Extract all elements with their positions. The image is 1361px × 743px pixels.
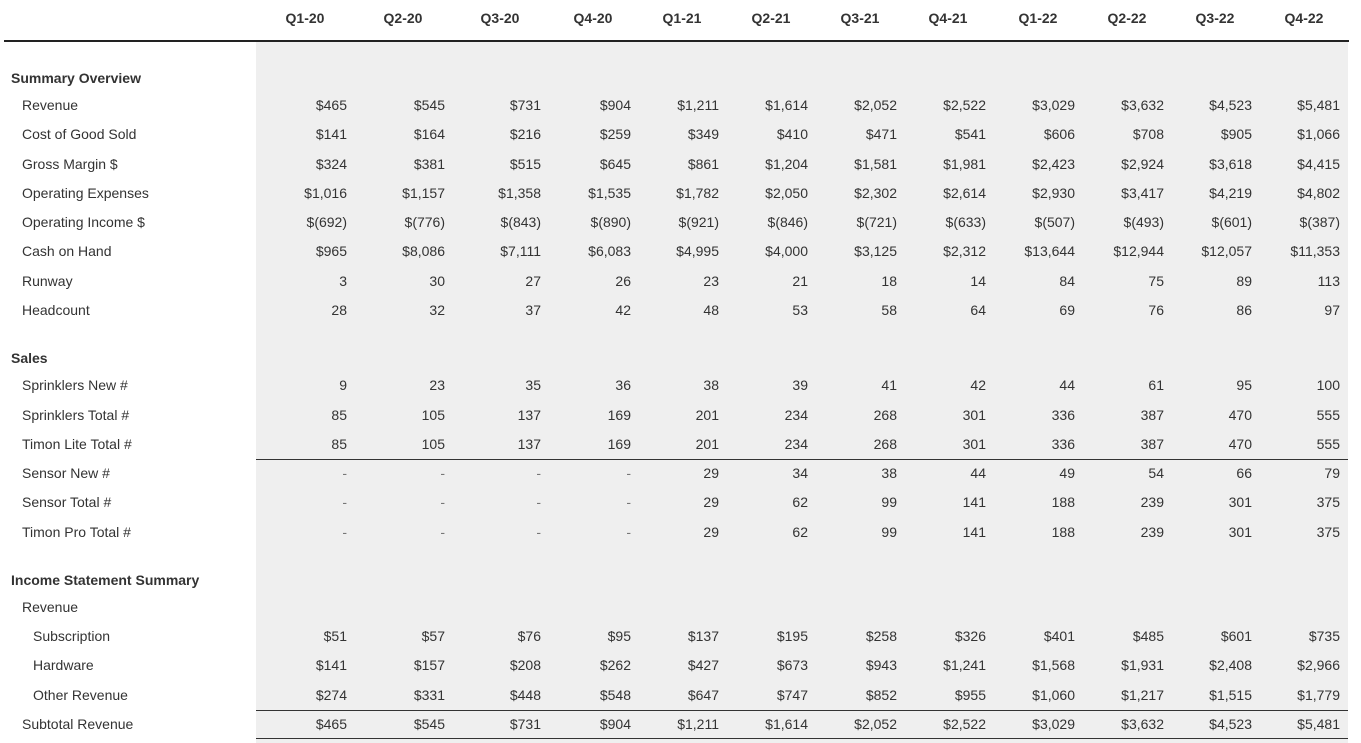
column-header-q3-22: Q3-22 [1195, 10, 1235, 26]
table-cell: - [440, 465, 445, 481]
table-cell: 23 [703, 273, 719, 289]
table-cell: $4,523 [1209, 97, 1252, 113]
table-cell: $965 [315, 243, 347, 259]
table-cell: $2,408 [1209, 657, 1252, 673]
table-cell: $731 [509, 716, 541, 732]
table-cell: $2,312 [943, 243, 986, 259]
table-cell: 336 [1051, 407, 1075, 423]
table-cell: 61 [1148, 377, 1164, 393]
row-label: Operating Income $ [22, 214, 145, 230]
table-cell: $1,614 [765, 716, 808, 732]
table-row [0, 267, 1361, 296]
table-row [0, 710, 1361, 739]
table-cell: 105 [421, 436, 445, 452]
table-cell: 32 [429, 302, 445, 318]
table-row [0, 120, 1361, 149]
table-cell: 141 [962, 524, 986, 540]
row-label: Revenue [22, 97, 79, 113]
table-cell: 64 [970, 302, 986, 318]
table-cell: 301 [1228, 524, 1252, 540]
table-cell: 387 [1140, 407, 1164, 423]
table-cell: 36 [615, 377, 631, 393]
row-label: Gross Margin $ [22, 156, 118, 172]
table-cell: $1,581 [854, 156, 897, 172]
table-cell: 169 [607, 436, 631, 452]
table-cell: $1,614 [765, 97, 808, 113]
table-cell: $258 [865, 628, 897, 644]
table-cell: 301 [962, 407, 986, 423]
table-cell: $515 [509, 156, 541, 172]
table-cell: $5,481 [1297, 97, 1340, 113]
table-row [0, 622, 1361, 651]
table-cell: 95 [1236, 377, 1252, 393]
table-cell: $6,083 [588, 243, 631, 259]
table-cell: $1,241 [943, 657, 986, 673]
section-title: Income Statement Summary [11, 572, 200, 588]
table-cell: $349 [687, 126, 719, 142]
table-cell: 34 [792, 465, 808, 481]
table-cell: 387 [1140, 436, 1164, 452]
row-label: Sprinklers New # [22, 377, 128, 393]
table-cell: 18 [881, 273, 897, 289]
table-cell: - [626, 465, 631, 481]
table-cell: $2,522 [943, 716, 986, 732]
table-cell: $1,157 [402, 185, 445, 201]
table-cell: $12,944 [1113, 243, 1164, 259]
column-header-q1-20: Q1-20 [285, 10, 325, 26]
table-cell: $(387) [1299, 214, 1340, 230]
table-cell: 38 [881, 465, 897, 481]
table-cell: 49 [1059, 465, 1075, 481]
table-row [0, 237, 1361, 266]
table-cell: $57 [421, 628, 445, 644]
table-cell: 42 [615, 302, 631, 318]
table-cell: $3,029 [1032, 716, 1075, 732]
table-row [0, 150, 1361, 179]
table-cell: $12,057 [1201, 243, 1252, 259]
table-cell: 30 [429, 273, 445, 289]
table-cell: 29 [703, 465, 719, 481]
table-cell: 100 [1316, 377, 1340, 393]
section-header-row [0, 344, 1361, 373]
table-cell: $545 [413, 97, 445, 113]
table-cell: $8,086 [402, 243, 445, 259]
row-label: Operating Expenses [22, 185, 149, 201]
column-header-q4-20: Q4-20 [573, 10, 613, 26]
table-row [0, 91, 1361, 120]
table-cell: 37 [525, 302, 541, 318]
table-cell: 62 [792, 524, 808, 540]
table-cell: 41 [881, 377, 897, 393]
table-cell: 54 [1148, 465, 1164, 481]
table-row [0, 518, 1361, 547]
table-cell: 29 [703, 494, 719, 510]
table-cell: 85 [331, 436, 347, 452]
table-cell: 38 [703, 377, 719, 393]
table-cell: 28 [331, 302, 347, 318]
table-cell: $861 [687, 156, 719, 172]
row-label: Revenue [22, 599, 79, 615]
row-label: Other Revenue [33, 687, 128, 703]
row-label: Runway [22, 273, 73, 289]
table-cell: $3,029 [1032, 97, 1075, 113]
table-row [0, 371, 1361, 400]
table-cell: 35 [525, 377, 541, 393]
table-cell: $1,981 [943, 156, 986, 172]
table-cell: $943 [865, 657, 897, 673]
table-cell: 137 [517, 436, 541, 452]
table-cell: $259 [599, 126, 631, 142]
table-cell: $141 [315, 657, 347, 673]
table-cell: $955 [954, 687, 986, 703]
table-cell: - [440, 524, 445, 540]
table-cell: $1,535 [588, 185, 631, 201]
table-cell: 113 [1317, 273, 1340, 289]
table-cell: $465 [315, 716, 347, 732]
table-cell: 9 [339, 377, 347, 393]
table-cell: 336 [1051, 436, 1075, 452]
table-cell: $1,358 [498, 185, 541, 201]
table-cell: $1,515 [1209, 687, 1252, 703]
table-cell: 97 [1324, 302, 1340, 318]
table-cell: $2,423 [1032, 156, 1075, 172]
table-cell: $2,614 [943, 185, 986, 201]
table-cell: $2,052 [854, 716, 897, 732]
table-cell: $465 [315, 97, 347, 113]
table-row [0, 208, 1361, 237]
table-cell: $747 [776, 687, 808, 703]
table-cell: $1,782 [676, 185, 719, 201]
table-cell: $905 [1220, 126, 1252, 142]
table-cell: $401 [1043, 628, 1075, 644]
table-cell: $1,568 [1032, 657, 1075, 673]
table-cell: $545 [413, 716, 445, 732]
table-cell: $904 [599, 97, 631, 113]
table-cell: 44 [1059, 377, 1075, 393]
row-label: Sprinklers Total # [22, 407, 130, 423]
table-cell: 62 [792, 494, 808, 510]
table-cell: $4,802 [1297, 185, 1340, 201]
table-cell: $1,016 [304, 185, 347, 201]
table-cell: 234 [784, 407, 808, 423]
table-cell: 48 [703, 302, 719, 318]
table-cell: 169 [607, 407, 631, 423]
table-cell: 141 [962, 494, 986, 510]
table-cell: $5,481 [1297, 716, 1340, 732]
table-cell: $645 [599, 156, 631, 172]
table-cell: 239 [1140, 524, 1164, 540]
table-cell: 66 [1236, 465, 1252, 481]
table-cell: $541 [954, 126, 986, 142]
row-divider [256, 459, 1348, 460]
table-cell: 105 [421, 407, 445, 423]
table-cell: $2,924 [1121, 156, 1164, 172]
table-cell: $485 [1132, 628, 1164, 644]
row-label: Cost of Good Sold [22, 126, 137, 142]
table-cell: $708 [1132, 126, 1164, 142]
table-cell: 234 [784, 436, 808, 452]
table-cell: 76 [1148, 302, 1164, 318]
table-cell: $(721) [856, 214, 897, 230]
table-cell: $852 [865, 687, 897, 703]
row-label: Cash on Hand [22, 243, 112, 259]
table-row [0, 179, 1361, 208]
table-cell: $1,066 [1297, 126, 1340, 142]
table-cell: $274 [315, 687, 347, 703]
table-cell: $2,966 [1297, 657, 1340, 673]
table-cell: $2,522 [943, 97, 986, 113]
table-cell: $601 [1220, 628, 1252, 644]
table-cell: 99 [881, 494, 897, 510]
table-cell: 79 [1324, 465, 1340, 481]
table-cell: $7,111 [500, 243, 541, 259]
table-cell: $(843) [500, 214, 541, 230]
table-cell: 268 [873, 407, 897, 423]
table-cell: $208 [509, 657, 541, 673]
table-row [0, 296, 1361, 325]
table-cell: 21 [792, 273, 808, 289]
table-cell: 26 [615, 273, 631, 289]
row-label: Headcount [22, 302, 90, 318]
column-header-q2-22: Q2-22 [1107, 10, 1147, 26]
table-row [0, 681, 1361, 710]
table-cell: $4,415 [1297, 156, 1340, 172]
table-cell: 53 [792, 302, 808, 318]
table-cell: $195 [776, 628, 808, 644]
header-divider [4, 40, 1349, 42]
table-cell: 201 [695, 407, 719, 423]
table-cell: $1,211 [677, 97, 719, 113]
table-cell: $137 [687, 628, 719, 644]
table-cell: 137 [517, 407, 541, 423]
row-label: Timon Pro Total # [22, 524, 131, 540]
table-cell: $(776) [404, 214, 445, 230]
table-cell: 39 [792, 377, 808, 393]
table-cell: $3,618 [1209, 156, 1252, 172]
table-cell: 84 [1059, 273, 1075, 289]
table-cell: $(601) [1211, 214, 1252, 230]
table-cell: $448 [509, 687, 541, 703]
table-row [0, 430, 1361, 459]
table-cell: - [536, 465, 541, 481]
row-label: Sensor Total # [22, 494, 112, 510]
table-cell: 85 [331, 407, 347, 423]
table-cell: $76 [517, 628, 541, 644]
table-cell: - [626, 494, 631, 510]
table-cell: $216 [509, 126, 541, 142]
subsection-header-row [0, 593, 1361, 622]
table-row [0, 401, 1361, 430]
table-cell: $1,931 [1121, 657, 1164, 673]
row-label: Subscription [33, 628, 111, 644]
row-divider [256, 738, 1348, 739]
table-cell: - [626, 524, 631, 540]
table-cell: 375 [1316, 494, 1340, 510]
table-cell: - [536, 524, 541, 540]
column-header-q1-22: Q1-22 [1018, 10, 1058, 26]
table-cell: $1,779 [1297, 687, 1340, 703]
section-title: Sales [11, 350, 48, 366]
row-label: Hardware [33, 657, 94, 673]
table-cell: - [342, 465, 347, 481]
table-cell: 301 [962, 436, 986, 452]
table-cell: $673 [776, 657, 808, 673]
table-cell: 14 [970, 273, 986, 289]
table-cell: $11,353 [1290, 243, 1340, 259]
table-cell: - [342, 494, 347, 510]
table-cell: $(507) [1034, 214, 1075, 230]
table-cell: $1,060 [1032, 687, 1075, 703]
table-cell: $731 [509, 97, 541, 113]
table-cell: $904 [599, 716, 631, 732]
table-cell: 470 [1228, 436, 1252, 452]
table-cell: $(692) [306, 214, 347, 230]
table-row [0, 488, 1361, 517]
table-cell: - [536, 494, 541, 510]
table-cell: 555 [1316, 407, 1340, 423]
table-cell: 375 [1316, 524, 1340, 540]
table-cell: $735 [1308, 628, 1340, 644]
table-cell: $324 [315, 156, 347, 172]
table-cell: $2,052 [854, 97, 897, 113]
table-cell: 555 [1316, 436, 1340, 452]
table-cell: $1,217 [1121, 687, 1164, 703]
table-cell: $95 [607, 628, 631, 644]
section-header-row [0, 64, 1361, 93]
table-cell: $141 [315, 126, 347, 142]
table-cell: - [440, 494, 445, 510]
table-cell: $(493) [1123, 214, 1164, 230]
table-cell: 3 [339, 273, 347, 289]
column-header-q4-21: Q4-21 [928, 10, 968, 26]
table-cell: $4,219 [1209, 185, 1252, 201]
table-cell: $2,050 [765, 185, 808, 201]
table-cell: 99 [881, 524, 897, 540]
column-header-q2-21: Q2-21 [751, 10, 791, 26]
table-cell: $2,930 [1032, 185, 1075, 201]
table-cell: $606 [1043, 126, 1075, 142]
table-cell: $3,632 [1121, 97, 1164, 113]
table-cell: 29 [703, 524, 719, 540]
table-cell: 188 [1051, 494, 1075, 510]
table-cell: 27 [525, 273, 541, 289]
table-cell: 89 [1236, 273, 1252, 289]
table-cell: 23 [429, 377, 445, 393]
column-header-q2-20: Q2-20 [383, 10, 423, 26]
table-cell: $2,302 [854, 185, 897, 201]
row-label: Sensor New # [22, 465, 110, 481]
table-cell: $157 [413, 657, 445, 673]
table-cell: $3,125 [854, 243, 897, 259]
section-title: Summary Overview [11, 70, 141, 86]
table-cell: $(633) [945, 214, 986, 230]
table-cell: $3,417 [1121, 185, 1164, 201]
table-cell: $1,204 [765, 156, 808, 172]
table-cell: 301 [1228, 494, 1252, 510]
table-cell: $(890) [590, 214, 631, 230]
row-divider [256, 710, 1348, 711]
column-header-q3-20: Q3-20 [480, 10, 520, 26]
table-cell: $51 [323, 628, 347, 644]
table-cell: $3,632 [1121, 716, 1164, 732]
table-cell: 42 [970, 377, 986, 393]
table-cell: 44 [970, 465, 986, 481]
row-label: Timon Lite Total # [22, 436, 132, 452]
table-cell: 239 [1140, 494, 1164, 510]
table-cell: $4,523 [1209, 716, 1252, 732]
row-label: Subtotal Revenue [22, 716, 134, 732]
column-header-q4-22: Q4-22 [1284, 10, 1324, 26]
table-cell: $647 [687, 687, 719, 703]
table-row [0, 651, 1361, 680]
column-header-row [0, 0, 1361, 42]
table-cell: 69 [1059, 302, 1075, 318]
table-cell: 75 [1148, 273, 1164, 289]
table-cell: 201 [695, 436, 719, 452]
table-cell: 188 [1051, 524, 1075, 540]
table-cell: $331 [413, 687, 445, 703]
table-cell: $410 [776, 126, 808, 142]
table-cell: $13,644 [1024, 243, 1075, 259]
section-header-row [0, 566, 1361, 595]
table-cell: $4,000 [765, 243, 808, 259]
column-header-q1-21: Q1-21 [662, 10, 702, 26]
table-cell: $548 [599, 687, 631, 703]
table-cell: $(921) [678, 214, 719, 230]
table-cell: $(846) [767, 214, 808, 230]
table-cell: $471 [865, 126, 897, 142]
table-cell: 470 [1228, 407, 1252, 423]
table-cell: $262 [599, 657, 631, 673]
column-header-q3-21: Q3-21 [840, 10, 880, 26]
table-cell: $381 [413, 156, 445, 172]
table-cell: $4,995 [676, 243, 719, 259]
table-cell: $427 [687, 657, 719, 673]
table-cell: $1,211 [677, 716, 719, 732]
table-cell: 268 [873, 436, 897, 452]
table-cell: $326 [954, 628, 986, 644]
table-cell: - [342, 524, 347, 540]
table-cell: 58 [881, 302, 897, 318]
table-cell: $164 [413, 126, 445, 142]
table-row [0, 459, 1361, 488]
table-cell: 86 [1236, 302, 1252, 318]
